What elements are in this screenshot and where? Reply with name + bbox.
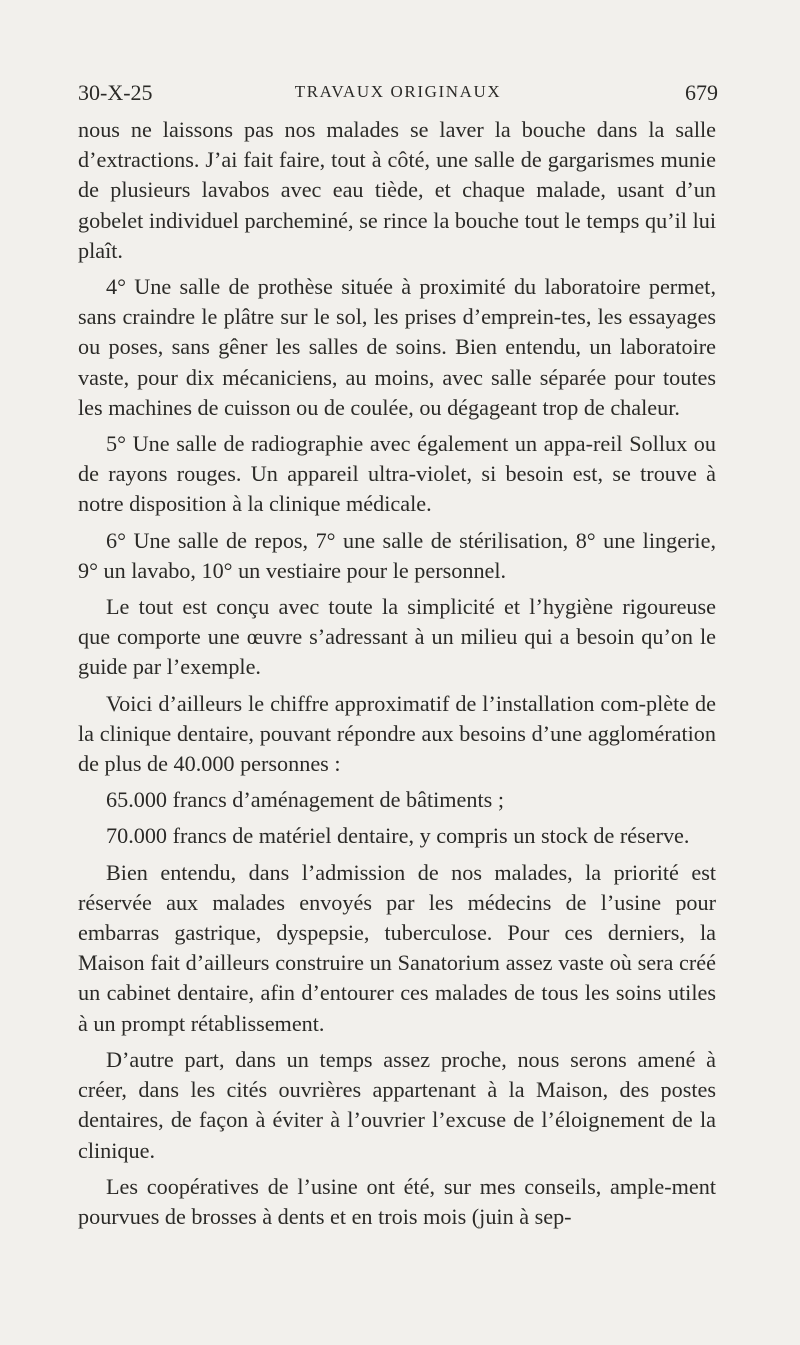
paragraph-dental-posts: D’autre part, dans un temps assez proche, nous serons amené à créer, dans les cités ouvrières appartenant à la Maison, des postes dentaires, de façon à éviter à l’ouvrier l’excuse de l’éloignement de la clinique.	[78, 1046, 716, 1163]
header-date: 30-X-25	[78, 80, 153, 105]
body-text	[78, 115, 716, 1232]
paragraph-continuation: nous ne laissons pas nos malades se laver la bouche dans la salle d’extractions. J’ai fait faire, tout à côté, une salle de gargarismes munie de plusieurs lavabos avec eau tiède, et chaque malade, usant d’un gobelet individuel parcheminé, se rince la bouche tout le temps qu’il lui plaît.	[78, 117, 716, 263]
paragraph-cost-intro: Voici d’ailleurs le chiffre approximatif de l’installation com-plète de la clinique dentaire, pouvant répondre aux besoins d’une agglomération de plus de 40.000 personnes :	[78, 690, 716, 777]
paragraph-cost-equipment: 70.000 francs de matériel dentaire, y compris un stock de réserve.	[106, 823, 690, 849]
paragraph-prosthesis-room: 4° Une salle de prothèse située à proximité du laboratoire permet, sans craindre le plâtre sur le sol, les prises d’emprein-tes, les essayages ou poses, sans gêner les salles de soins. Bien entendu, un laboratoire vaste, pour dix mécaniciens, au moins, avec salle séparée pour toutes les machines de cuisson ou de coulée, ou dégageant trop de chaleur.	[78, 274, 716, 420]
paragraph-cooperatives: Les coopératives de l’usine ont été, sur mes conseils, ample-ment pourvues de brosses à dents et en trois mois (juin à sep-	[78, 1173, 716, 1229]
paragraph-admission-priority: Bien entendu, dans l’admission de nos malades, la priorité est réservée aux malades envoyés par les médecins de l’usine pour embarras gastrique, dyspepsie, tuberculose. Pour ces derniers, la Maison fait d’ailleurs construire un Sanatorium assez vaste où sera créé un cabinet dentaire, afin d’entourer ces malades de tous les soins utiles à un prompt rétablissement.	[78, 859, 716, 1036]
paragraph-cost-buildings: 65.000 francs d’aménagement de bâtiments ;	[106, 787, 505, 813]
paragraph-radiography-room: 5° Une salle de radiographie avec également un appa-reil Sollux ou de rayons rouges. Un appareil ultra-violet, si besoin est, se trouve à notre disposition à la clinique médicale.	[78, 431, 716, 517]
paragraph-other-rooms: 6° Une salle de repos, 7° une salle de stérilisation, 8° une lingerie, 9° un lavabo, 10° un vestiaire pour le personnel.	[78, 527, 716, 583]
header-section-title: TRAVAUX ORIGINAUX	[294, 82, 502, 101]
page-number: 679	[685, 80, 718, 105]
paragraph-hygiene: Le tout est conçu avec toute la simplicité et l’hygiène rigoureuse que comporte une œuvre s’adressant à un milieu qui a besoin qu’on le guide par l’exemple.	[78, 594, 716, 680]
running-header	[78, 80, 718, 110]
